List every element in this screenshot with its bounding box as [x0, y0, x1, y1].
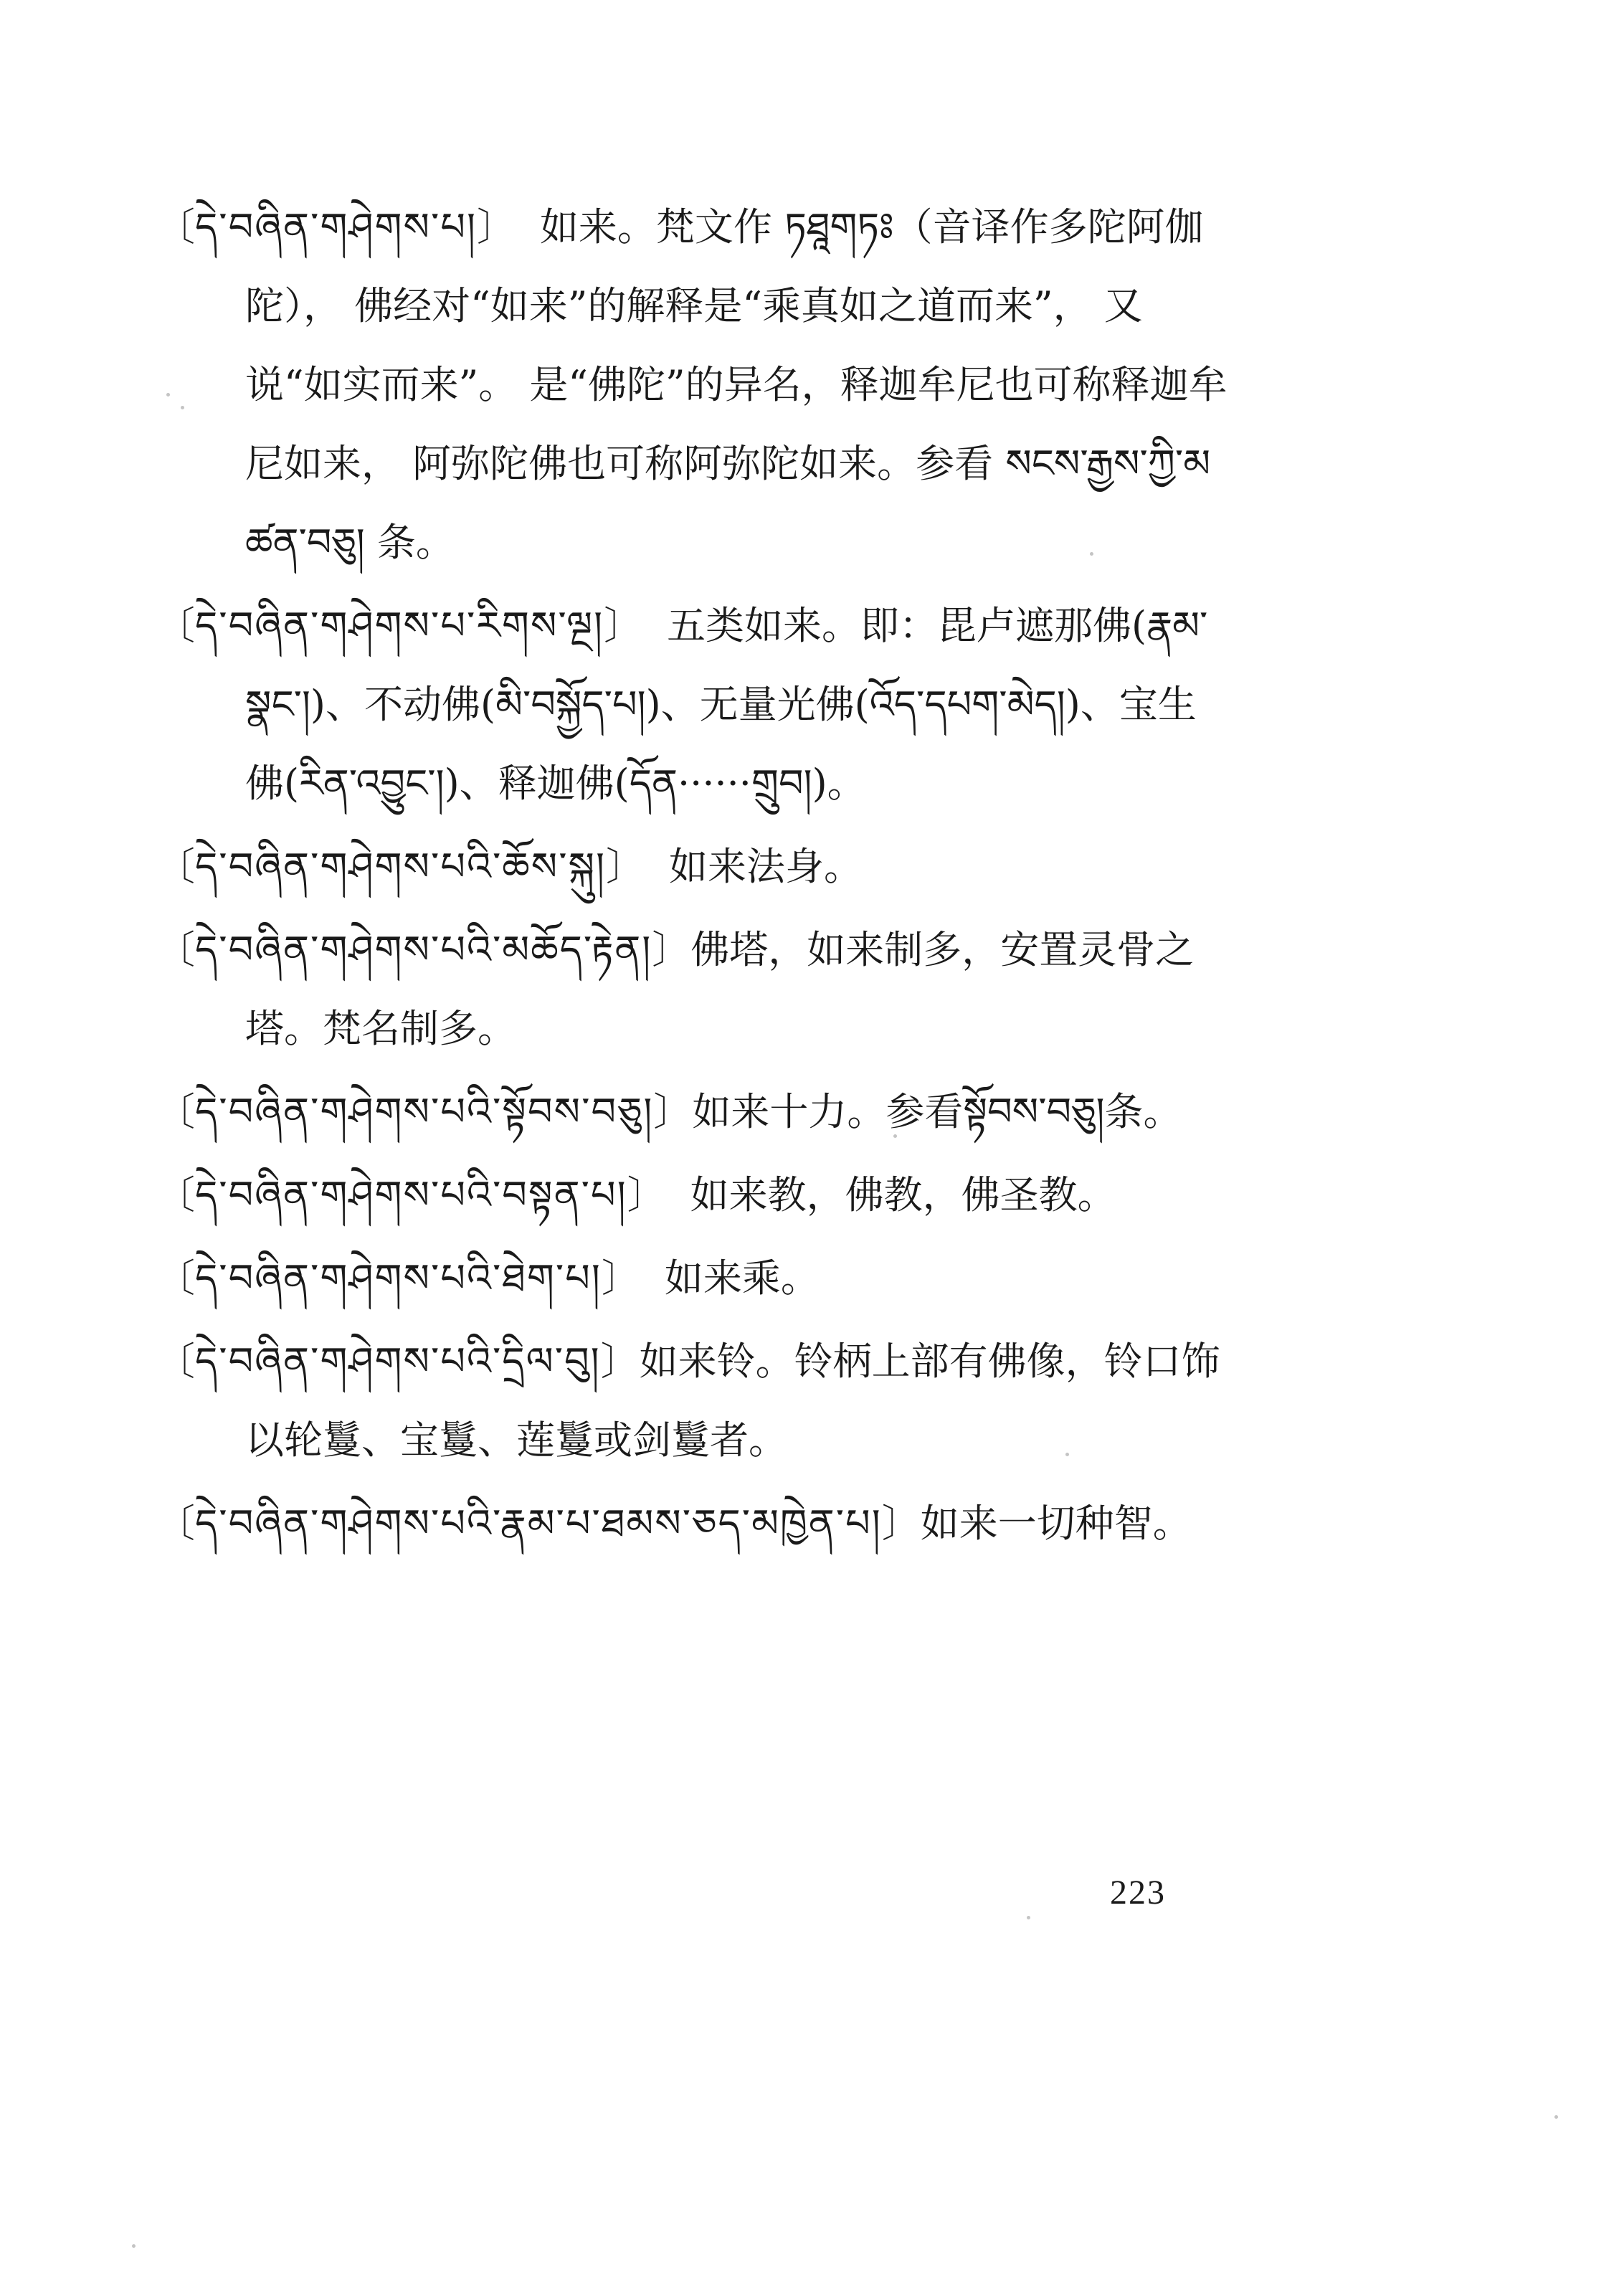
chinese-definition: 佛塔，如来制多，安置灵骨之塔。梵名制多。	[245, 927, 1195, 1051]
dictionary-entry	[156, 827, 1232, 906]
open-bracket: 〔	[156, 1501, 195, 1546]
close-bracket: 〕	[605, 844, 645, 889]
open-bracket: 〔	[156, 1339, 195, 1384]
close-bracket: 〕	[881, 1501, 921, 1546]
tibetan-headword: དེ་བཞིན་གཤེགས་པའི་རྣམ་པ་ཐམས་ཅད་མཁྱེན་པ།	[195, 1501, 882, 1546]
open-bracket: 〔	[156, 844, 195, 889]
tibetan-headword: དེ་བཞིན་གཤེགས་པའི་མཆོད་རྟེན།	[195, 927, 652, 972]
scan-speck	[1065, 1453, 1069, 1456]
page-number: 223	[1110, 1874, 1166, 1912]
close-bracket: 〕	[476, 204, 516, 250]
chinese-definition: 如来十力。参看སྟོབས་བཅུ།条。	[692, 1089, 1182, 1134]
tibetan-headword: དེ་བཞིན་གཤེགས་པའི་ཆོས་སྐུ།	[195, 844, 606, 889]
chinese-definition: 如来。梵文作 ཏཐཱགཏཿ（音译作多陀阿伽陀）， 佛经对“如来”的解释是“乘真如之道而来”， 又说“如实而来”。 是“佛陀”的异名，释迦牟尼也可称释迦牟尼如来， 阿弥陀佛也可称阿弥陀如来。参看 སངས་རྒྱས་ཀྱི་མཚན་བཅུ། 条。	[245, 204, 1228, 565]
scan-speck	[166, 393, 170, 397]
close-bracket: 〕	[601, 1255, 640, 1301]
dictionary-entry	[156, 1156, 1232, 1235]
open-bracket: 〔	[156, 1172, 195, 1217]
close-bracket: 〕	[627, 1172, 666, 1217]
open-bracket: 〔	[156, 1255, 195, 1301]
scan-speck	[893, 1134, 897, 1138]
scan-speck	[1027, 1916, 1030, 1919]
chinese-definition: 如来一切种智。	[920, 1501, 1192, 1546]
dictionary-entry	[156, 1484, 1232, 1563]
chinese-definition: 如来法身。	[668, 844, 863, 889]
entry-list	[156, 188, 1232, 1567]
close-bracket: 〕	[600, 1339, 640, 1384]
open-bracket: 〔	[156, 927, 195, 972]
scan-speck	[1554, 2115, 1558, 2119]
scan-speck	[1090, 552, 1093, 556]
open-bracket: 〔	[156, 603, 195, 648]
open-bracket: 〔	[156, 1089, 195, 1134]
dictionary-entry	[156, 911, 1232, 1068]
dictionary-entry	[156, 1073, 1232, 1152]
tibetan-headword: དེ་བཞིན་གཤེགས་པའི་དྲིལ་བུ།	[195, 1339, 601, 1384]
close-bracket: 〕	[652, 927, 691, 972]
close-bracket: 〕	[604, 603, 643, 648]
chinese-definition: 如来乘。	[664, 1255, 820, 1301]
tibetan-headword: དེ་བཞིན་གཤེགས་པའི་བསྟན་པ།	[195, 1172, 627, 1217]
tibetan-headword: དེ་བཞིན་གཤེགས་པའི་ཐེག་པ།	[195, 1255, 602, 1301]
dictionary-entry	[156, 188, 1232, 582]
tibetan-headword: དེ་བཞིན་གཤེགས་པ།	[195, 204, 477, 250]
dictionary-entry	[156, 1322, 1232, 1480]
tibetan-headword: དེ་བཞིན་གཤེགས་པའི་སྟོབས་བཅུ།	[195, 1089, 654, 1134]
dictionary-entry	[156, 587, 1232, 823]
scan-speck	[181, 406, 184, 409]
open-bracket: 〔	[156, 204, 195, 250]
chinese-definition: 五类如来。即：毘卢遮那佛(རྣམ་སྣང་།)、不动佛(མི་བསྐྱོད་པ།)、无量光佛(འོད་དཔག་མེད།)、宝生佛(རིན་འབྱུང་།)、释迦佛(དོན······གྲུབ།)。	[245, 603, 1208, 806]
close-bracket: 〕	[653, 1089, 693, 1134]
scan-speck	[132, 2244, 136, 2248]
chinese-definition: 如来教，佛教，佛圣教。	[690, 1172, 1116, 1217]
chinese-definition: 如来铃。铃柄上部有佛像，铃口饰以轮鬘、宝鬘、莲鬘或剑鬘者。	[245, 1339, 1220, 1463]
tibetan-headword: དེ་བཞིན་གཤེགས་པ་རིགས་ལྔ།	[195, 603, 604, 648]
dictionary-entry	[156, 1239, 1232, 1318]
